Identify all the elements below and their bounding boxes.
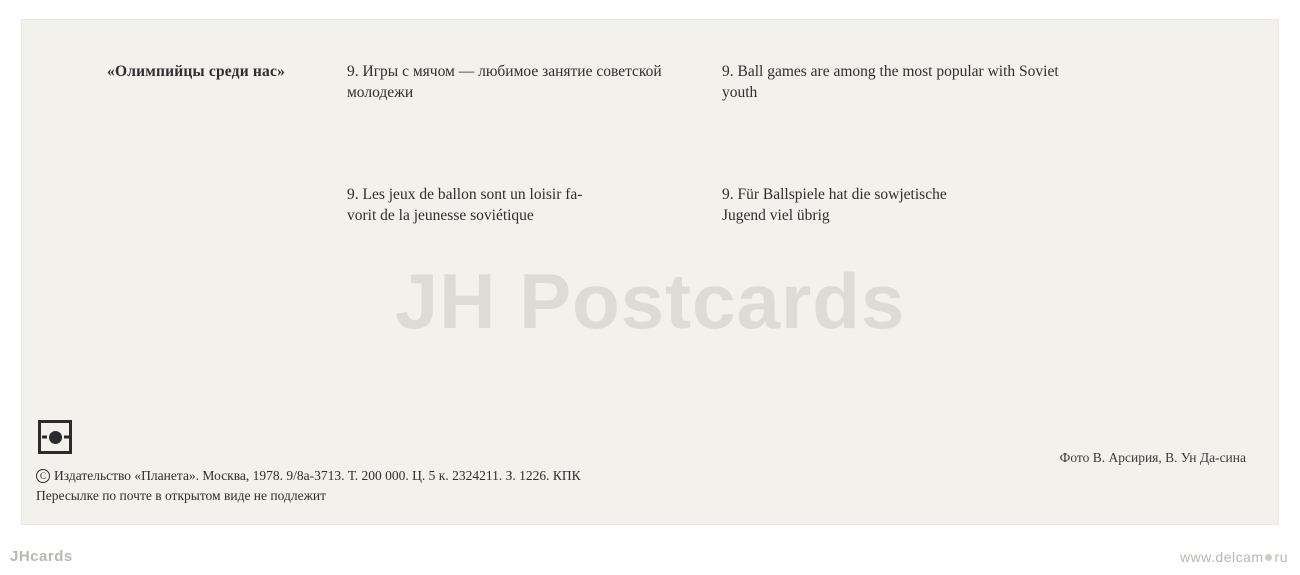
caption-german xyxy=(722,185,1062,227)
caption-english-line-2: with Soviet youth xyxy=(722,63,1059,101)
planeta-publisher-logo-icon xyxy=(38,420,72,454)
caption-french xyxy=(347,185,692,227)
footer-strip xyxy=(0,527,1300,575)
footer-brand-right xyxy=(1180,549,1288,565)
imprint-line-1-text: Издательство «Планета». Москва, 1978. 9/8а-3713. Т. 200 000. Ц. 5 к. 2324211. З. 1226. КПК xyxy=(54,468,581,483)
caption-russian xyxy=(347,62,687,104)
footer-brand-suffix: ru xyxy=(1274,549,1288,565)
photo-credit: Фото В. Арсирия, В. Ун Да-сина xyxy=(1059,450,1246,465)
imprint-line-1 xyxy=(36,466,581,486)
watermark-text: JH Postcards xyxy=(394,257,906,345)
imprint-line-2: Пересылке по почте в открытом виде не подлежит xyxy=(36,487,327,503)
footer-dot-icon xyxy=(1265,554,1272,561)
series-title: «Олимпийцы среди нас» xyxy=(107,63,286,80)
copyright-icon: C xyxy=(36,469,50,483)
caption-german-line-1: 9. Für Ballspiele hat die sowjetische xyxy=(722,186,947,203)
postcard-back-card xyxy=(22,20,1278,524)
caption-french-line-1: 9. Les jeux de ballon sont un loisir fa- xyxy=(347,186,583,203)
footer-brand-left: JHcards xyxy=(10,548,73,565)
footer-www-prefix: www. xyxy=(1179,549,1216,565)
caption-russian-line-1: 9. Игры с мячом — любимое занятие xyxy=(347,63,593,80)
footer-brand-name: delcam xyxy=(1215,549,1264,565)
caption-german-line-2: Jugend viel übrig xyxy=(722,206,830,224)
imprint-block xyxy=(36,466,581,505)
caption-english xyxy=(722,62,1067,104)
caption-russian-line-2: советской молодежи xyxy=(347,63,662,101)
caption-french-line-2: vorit de la jeunesse soviétique xyxy=(347,206,534,224)
caption-english-line-1: 9. Ball games are among the most popular xyxy=(722,63,984,80)
